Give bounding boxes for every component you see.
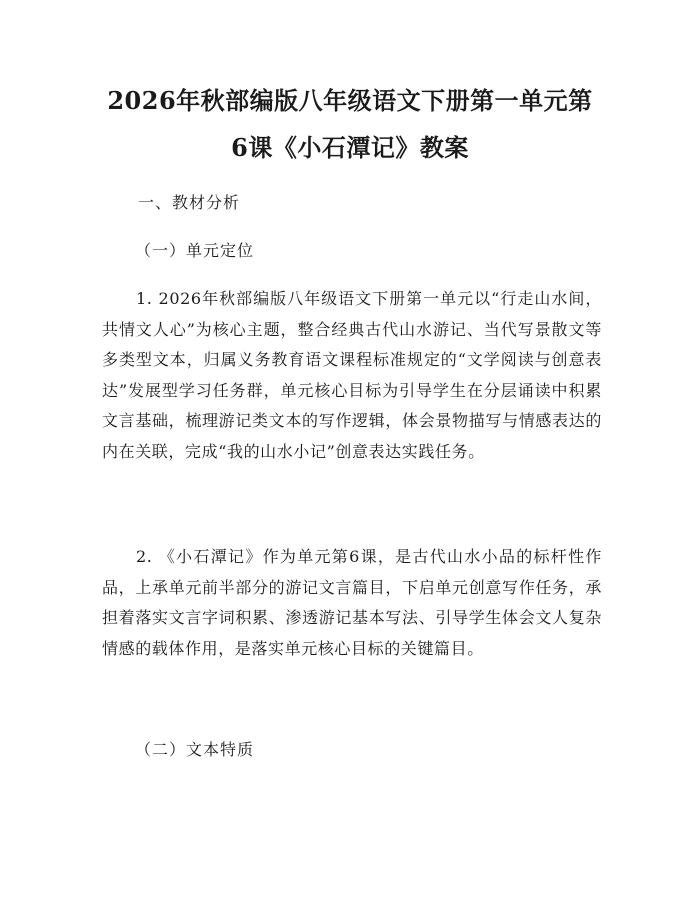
paragraph-lesson-role: 2. 《小石潭记》作为单元第6课，是古代山水小品的标杆性作品，上承单元前半部分的游记文言篇目，下启单元创意写作任务，承担着落实文言字词积累、渗透游记基本写法、引导学生体会文人复杂情感的载体作用，是落实单元核心目标的关键篇目。	[102, 547, 602, 658]
section-heading-analysis: 一、教材分析	[138, 193, 241, 212]
document-title-line1: 2026年秋部编版八年级语文下册第一单元第	[107, 86, 593, 115]
subsection-heading-text-features: （二）文本特质	[135, 740, 255, 759]
subsection-heading-unit-position: （一）单元定位	[135, 241, 255, 260]
document-title-line2: 6课《小石潭记》教案	[231, 133, 469, 162]
paragraph-unit-overview: 1. 2026年秋部编版八年级语文下册第一单元以“行走山水间，共情文人心”为核心主题，整合经典古代山水游记、当代写景散文等多类型文本，归属义务教育语文课程标准规定的“文学阅读与创意表达”发展型学习任务群，单元核心目标为引导学生在分层诵读中积累文言基础，梳理游记类文本的写作逻辑，体会景物描写与情感表达的内在关联，完成“我的山水小记”创意表达实践任务。	[102, 289, 602, 461]
